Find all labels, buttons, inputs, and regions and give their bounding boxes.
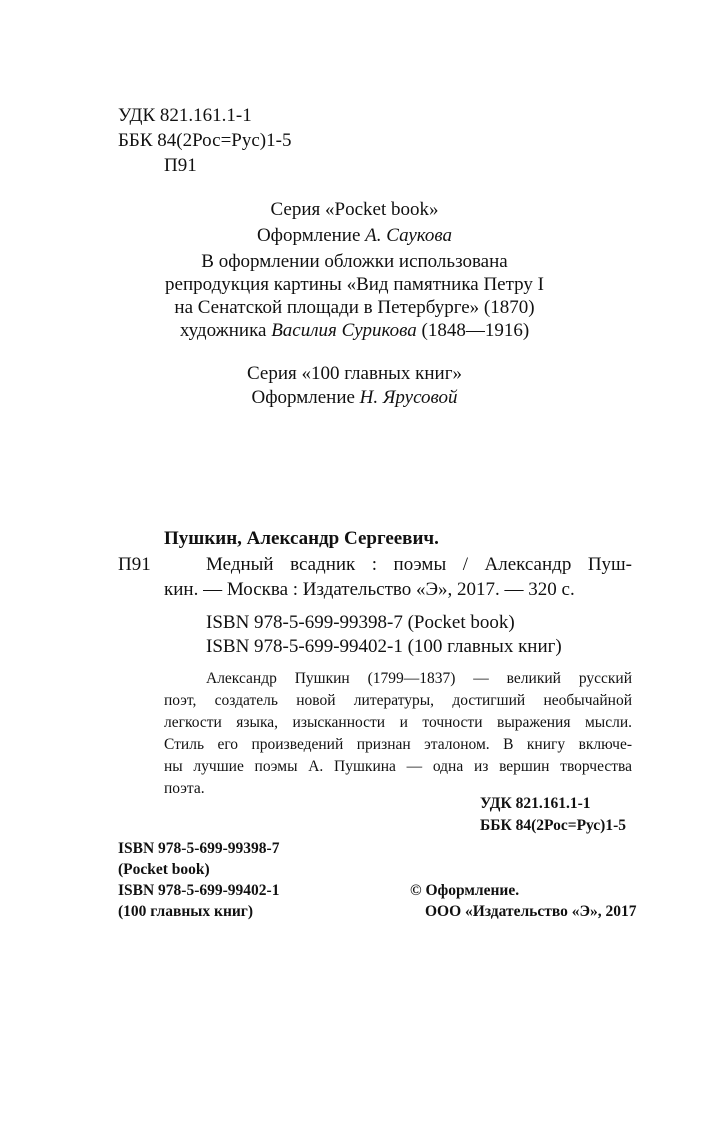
annotation-line: ны лучшие поэмы А. Пушкина — одна из вершин творчества xyxy=(164,758,632,775)
annotation-line: поэта. xyxy=(164,780,205,797)
designer-name: Н. Ярусовой xyxy=(359,387,458,408)
cover-note-line: репродукция картины «Вид памятника Петру I xyxy=(165,274,544,295)
series-pocket-book: Серия «Pocket book» xyxy=(270,199,439,220)
cover-note-line: на Сенатской площади в Петербурге» (1870) xyxy=(174,297,535,318)
bib-description-line: Медный всадник : поэмы / Александр Пуш- xyxy=(206,554,632,575)
footer-udk: УДК 821.161.1-1 xyxy=(480,795,591,812)
design-credit-1 xyxy=(0,224,709,248)
annotation-line: поэт, создатель новой литературы, достигший необычайной xyxy=(164,692,632,709)
annotation-line: легкости языка, изысканности и точности выражения мысли. xyxy=(164,714,632,731)
design-credit-prefix: Оформление xyxy=(256,225,361,246)
bib-description-line: кин. — Москва : Издательство «Э», 2017. — 320 с. xyxy=(164,579,575,600)
footer-isbn-line: (100 главных книг) xyxy=(118,903,254,920)
udk-code: УДК 821.161.1-1 xyxy=(118,105,252,126)
copyright-line: ООО «Издательство «Э», 2017 xyxy=(425,903,637,920)
designer-name: А. Саукова xyxy=(365,225,453,246)
footer-isbn-line: ISBN 978-5-699-99402-1 xyxy=(118,882,280,899)
footer-isbn-line: ISBN 978-5-699-99398-7 xyxy=(118,840,280,857)
isbn-line: ISBN 978-5-699-99398-7 (Pocket book) xyxy=(206,612,515,633)
design-credit-2 xyxy=(0,386,709,410)
footer-isbn-line: (Pocket book) xyxy=(118,861,210,878)
annotation-line: Стиль его произведений признан эталоном. В книгу включе- xyxy=(164,736,632,753)
author-heading: Пушкин, Александр Сергеевич. xyxy=(164,528,439,549)
cover-note-line xyxy=(0,319,709,343)
annotation-line: Александр Пушкин (1799—1837) — великий русский xyxy=(206,670,632,687)
footer-bbk: ББК 84(2Рос=Рус)1-5 xyxy=(480,817,627,834)
cover-note-line: В оформлении обложки использована xyxy=(201,251,508,272)
artist-prefix: художника xyxy=(179,320,267,341)
artist-name: Василия Сурикова xyxy=(271,320,417,341)
isbn-line: ISBN 978-5-699-99402-1 (100 главных книг) xyxy=(206,636,562,657)
series-100-books: Серия «100 главных книг» xyxy=(246,363,462,384)
artist-years: (1848—1916) xyxy=(421,320,530,341)
copyright-line: © Оформление. xyxy=(410,882,520,899)
author-index: П91 xyxy=(164,155,197,176)
bib-index: П91 xyxy=(118,554,151,575)
design-credit-prefix: Оформление xyxy=(251,387,355,408)
bbk-code: ББК 84(2Рос=Рус)1-5 xyxy=(118,130,292,151)
